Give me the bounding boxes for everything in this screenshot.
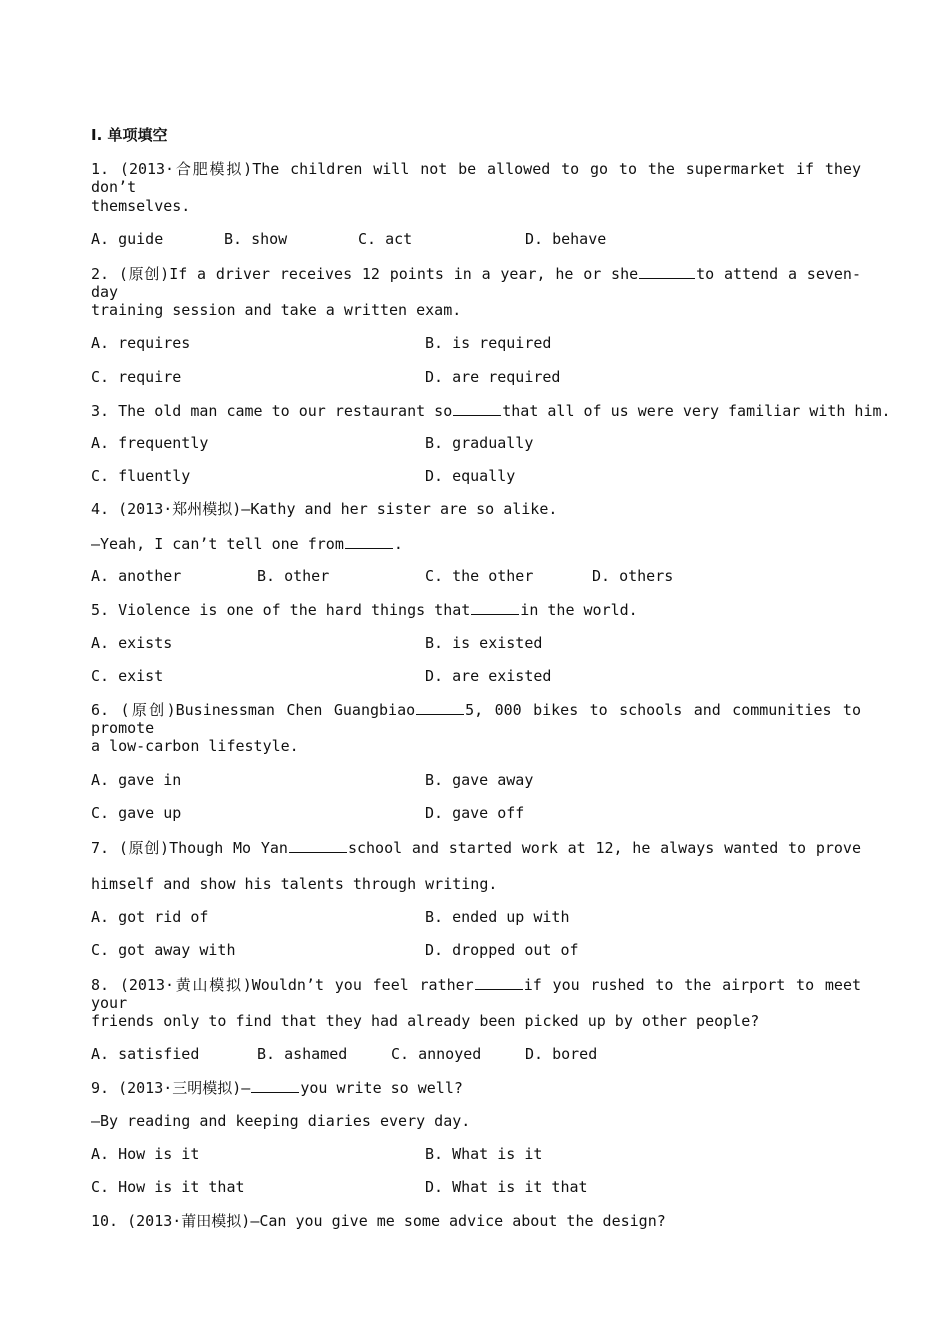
question-9-line-1 — [91, 1078, 861, 1097]
question-1-line-2: themselves. — [91, 197, 191, 215]
answer-blank — [639, 264, 695, 279]
question-6-text: 6. (原创)Businessman Chen Guangbiao — [91, 701, 416, 719]
question-7-text-cont: school and started work at 12, he always wanted to prove — [347, 839, 861, 857]
question-6-line-2: a low-carbon lifestyle. — [91, 737, 299, 755]
question-6-text-cont: 5, 000 bikes to schools and communities to promote — [91, 701, 861, 737]
option-a: A. gave in — [91, 771, 182, 789]
option-d: D. gave off — [425, 804, 525, 822]
option-b: B. What is it — [425, 1145, 543, 1163]
option-a: A. frequently — [91, 434, 209, 452]
option-a: A. exists — [91, 634, 173, 652]
question-2-line-2: training session and take a written exam. — [91, 301, 462, 319]
question-4-line-1: 4. (2013·郑州模拟)—Kathy and her sister are so alike. — [91, 500, 558, 518]
option-b: B. is required — [425, 334, 552, 352]
question-3-text: 3. The old man came to our restaurant so — [91, 402, 453, 420]
answer-blank — [416, 700, 464, 715]
question-7-line-1 — [91, 838, 861, 857]
question-5-text-cont: in the world. — [520, 601, 638, 619]
option-c: C. act — [358, 230, 413, 248]
option-a: A. requires — [91, 334, 191, 352]
question-2-text: 2. (原创)If a driver receives 12 points in a year, he or she — [91, 265, 639, 283]
option-a: A. guide — [91, 230, 164, 248]
answer-blank — [289, 838, 347, 853]
question-8-text-cont: if you rushed to the airport to meet your — [91, 976, 862, 1012]
option-a: A. How is it — [91, 1145, 200, 1163]
question-4-reply: —Yeah, I can’t tell one from — [91, 535, 344, 553]
question-6-line-1 — [91, 700, 861, 737]
option-b: B. other — [257, 567, 330, 585]
question-8-line-1 — [91, 975, 861, 1012]
option-c: C. exist — [91, 667, 164, 685]
option-b: B. gave away — [425, 771, 534, 789]
question-4-line-2 — [91, 534, 861, 553]
option-d: D. dropped out of — [425, 941, 579, 959]
option-c: C. got away with — [91, 941, 236, 959]
option-a: A. got rid of — [91, 908, 209, 926]
option-b: B. gradually — [425, 434, 534, 452]
option-d: D. equally — [425, 467, 516, 485]
option-c: C. gave up — [91, 804, 182, 822]
option-d: D. behave — [525, 230, 607, 248]
question-2-text-cont: to attend a seven-day — [91, 265, 861, 301]
answer-blank — [475, 975, 523, 990]
option-d: D. are required — [425, 368, 561, 386]
option-b: B. show — [224, 230, 288, 248]
question-5-line-1 — [91, 600, 861, 619]
question-8-text: 8. (2013·黄山模拟)Wouldn’t you feel rather — [91, 976, 474, 994]
question-7-text: 7. (原创)Though Mo Yan — [91, 839, 288, 857]
question-4-reply-end: . — [393, 535, 403, 553]
question-2-line-1 — [91, 264, 861, 301]
option-c: C. the other — [425, 567, 534, 585]
question-9-text-cont: you write so well? — [300, 1079, 463, 1097]
option-b: B. ashamed — [257, 1045, 348, 1063]
answer-blank — [471, 600, 519, 615]
answer-blank — [251, 1078, 299, 1093]
section-title: Ⅰ. 单项填空 — [91, 126, 168, 144]
option-c: C. fluently — [91, 467, 191, 485]
question-1-line-1 — [91, 160, 861, 196]
question-3-line-1 — [91, 401, 891, 420]
question-9-text: 9. (2013·三明模拟)— — [91, 1079, 251, 1097]
question-3-text-cont: that all of us were very familiar with him. — [502, 402, 891, 420]
option-b: B. is existed — [425, 634, 543, 652]
question-9-line-2: —By reading and keeping diaries every day. — [91, 1112, 471, 1130]
question-10-line-1: 10. (2013·莆田模拟)—Can you give me some advice about the design? — [91, 1212, 666, 1230]
option-c: C. annoyed — [391, 1045, 482, 1063]
question-7-line-2: himself and show his talents through writing. — [91, 875, 498, 893]
option-d: D. are existed — [425, 667, 552, 685]
option-d: D. What is it that — [425, 1178, 588, 1196]
option-d: D. bored — [525, 1045, 598, 1063]
option-c: C. How is it that — [91, 1178, 245, 1196]
option-d: D. others — [592, 567, 674, 585]
answer-blank — [345, 534, 393, 549]
option-b: B. ended up with — [425, 908, 570, 926]
option-a: A. satisfied — [91, 1045, 200, 1063]
question-1-text: 1. (2013·合肥模拟)The children will not be allowed to go to the supermarket if they don’t — [91, 160, 861, 196]
answer-blank — [453, 401, 501, 416]
option-a: A. another — [91, 567, 182, 585]
option-c: C. require — [91, 368, 182, 386]
question-8-line-2: friends only to find that they had already been picked up by other people? — [91, 1012, 760, 1030]
question-5-text: 5. Violence is one of the hard things that — [91, 601, 471, 619]
